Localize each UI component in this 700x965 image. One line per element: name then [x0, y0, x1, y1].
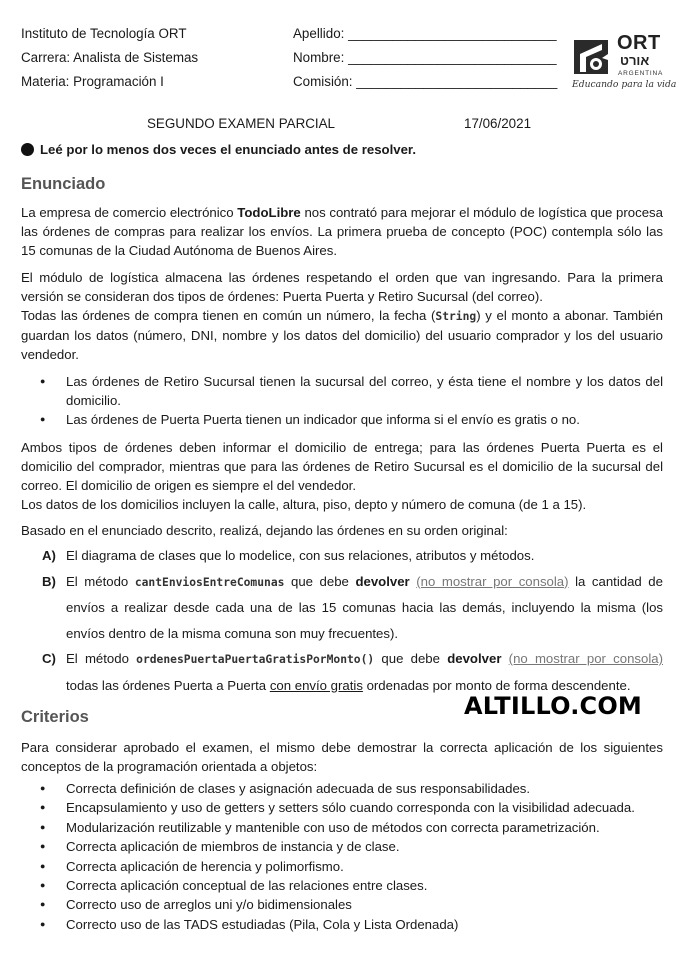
criterios-list — [21, 779, 663, 934]
task-label: B) — [42, 573, 56, 589]
student-fields — [293, 24, 557, 96]
order-types-list — [21, 372, 663, 429]
console-note: (no mostrar por consola) — [416, 573, 569, 589]
surname-field[interactable]: Apellido: ____________________________ — [293, 26, 557, 41]
type-name: String — [435, 310, 477, 323]
task-label: A) — [42, 548, 56, 563]
enunciado-paragraph-2 — [21, 268, 663, 364]
list-item: ● Correcta aplicación de herencia y polimorfismo. — [21, 857, 663, 876]
text: Todas las órdenes de compra tienen en común un número, la fecha ( — [21, 308, 436, 323]
ort-logo — [572, 32, 677, 96]
text: ordenadas por monto de forma descendente. — [362, 677, 631, 693]
logo-country: ARGENTINA — [618, 70, 664, 77]
list-item: ● Correcta aplicación de miembros de instancia y de clase. — [21, 837, 663, 856]
emphasis: devolver — [355, 573, 410, 589]
logo-name: ORT — [617, 32, 661, 54]
enunciado-paragraph-1 — [21, 203, 663, 260]
name-field[interactable]: Nombre: ____________________________ — [293, 50, 557, 65]
text: Ambos tipos de órdenes deben informar el domicilio de entrega; para las órdenes Puerta Puerta es el domicilio del comprador, mientras que para las órdenes de Retiro Sucursal es el domicilio de la sucursal del correo. El domicilio de origen es siempre el del vendedor. — [21, 440, 663, 493]
institution-name: Instituto de Tecnología ORT — [21, 26, 187, 41]
instruction-text: Leé por lo menos dos veces el enunciado antes de resolver. — [40, 142, 416, 157]
text: todas las órdenes Puerta a Puerta — [66, 677, 270, 693]
list-item: ● Correcta aplicación conceptual de las relaciones entre clases. — [21, 876, 663, 895]
text: nos contrató para mejorar el módulo de logística que procesa las órdenes de compras para realizar los envíos. La primera prueba de concepto (POC) contempla sólo las 15 comunas de la Ciudad Autónoma de Buenos Aires. — [21, 205, 663, 258]
task-b — [21, 569, 663, 647]
exam-date: 17/06/2021 — [464, 116, 532, 131]
watermark: ALTILLO.COM — [464, 692, 643, 720]
list-item: ● Las órdenes de Puerta Puerta tienen un indicador que informa si el envío es gratis o no. — [21, 410, 663, 429]
logo-hebrew: אורט — [620, 53, 650, 68]
criterios-intro: Para considerar aprobado el examen, el mismo debe demostrar la correcta aplicación de los siguientes conceptos de la programación orientada a objetos: — [21, 740, 663, 774]
text: que debe — [374, 651, 448, 666]
career-name: Carrera: Analista de Sistemas — [21, 50, 199, 65]
instruction-note — [21, 142, 416, 157]
text: La empresa de comercio electrónico — [21, 205, 238, 220]
enunciado-paragraph-4: Basado en el enunciado descrito, realizá, dejando las órdenes en su orden original: — [21, 523, 508, 538]
criterios-heading: Criterios — [21, 708, 89, 726]
logo-tagline: Educando para la vida — [572, 79, 677, 90]
method-name: ordenesPuertaPuertaGratisPorMonto() — [136, 653, 375, 666]
text: la cantidad de envíos a realizar desde cada una de las 15 comunas hacia las demás, incluyendo la misma (los envíos dentro de la misma comuna son muy frecuentes). — [66, 573, 663, 641]
method-name: cantEnviosEntreComunas — [134, 575, 285, 589]
subject-name: Materia: Programación I — [21, 74, 164, 89]
text: que debe — [284, 573, 356, 589]
list-item: ● Encapsulamiento y uso de getters y setters sólo cuando corresponda con la visibilidad adecuada. — [21, 798, 663, 817]
free-shipping-emphasis: con envío gratis — [269, 677, 363, 693]
exam-title: SEGUNDO EXAMEN PARCIAL — [147, 116, 336, 131]
list-item: ● Correcto uso de las TADS estudiadas (Pila, Cola y Lista Ordenada) — [21, 915, 663, 934]
emphasis: devolver — [447, 651, 502, 666]
text: Los datos de los domicilios incluyen la calle, altura, piso, depto y número de comuna (de 1 a 15). — [21, 497, 587, 512]
list-item: ● Correcto uso de arreglos uni y/o bidimensionales — [21, 895, 663, 914]
enunciado-paragraph-3 — [21, 438, 663, 514]
task-c — [21, 646, 663, 698]
task-a — [21, 543, 663, 569]
ort-emblem-icon — [572, 36, 616, 76]
institution-info — [21, 24, 198, 96]
enunciado-heading: Enunciado — [21, 175, 106, 193]
task-label: C) — [42, 651, 56, 666]
task-text: El diagrama de clases que lo modelice, con sus relaciones, atributos y métodos. — [66, 548, 535, 563]
list-item: ● Modularización reutilizable y mantenible con uso de métodos con correcta parametrización. — [21, 818, 663, 837]
text: El método — [66, 573, 135, 589]
list-item: ● Las órdenes de Retiro Sucursal tienen la sucursal del correo, y ésta tiene el nombre y los datos del domicilio. — [21, 372, 663, 410]
bullet-dot-icon — [21, 143, 34, 156]
brand-name: TodoLibre — [237, 205, 301, 220]
text: El módulo de logística almacena las órdenes respetando el orden que van ingresando. Para la primera versión se consideran dos tipos de órdenes: Puerta Puerta y Retiro Sucursal (del correo). — [21, 270, 663, 304]
console-note: (no mostrar por consola) — [508, 651, 663, 666]
tasks-list — [21, 543, 663, 698]
list-item: ● Correcta definición de clases y asignación adecuada de sus responsabilidades. — [21, 779, 663, 798]
text: ) y el monto a abonar. También guardan los datos (número, DNI, nombre y los datos del domicilio) del usuario comprador y los del usuario vendedor. — [21, 308, 663, 362]
text: El método — [66, 651, 137, 666]
commission-field[interactable]: Comisión: ___________________________ — [293, 74, 558, 89]
